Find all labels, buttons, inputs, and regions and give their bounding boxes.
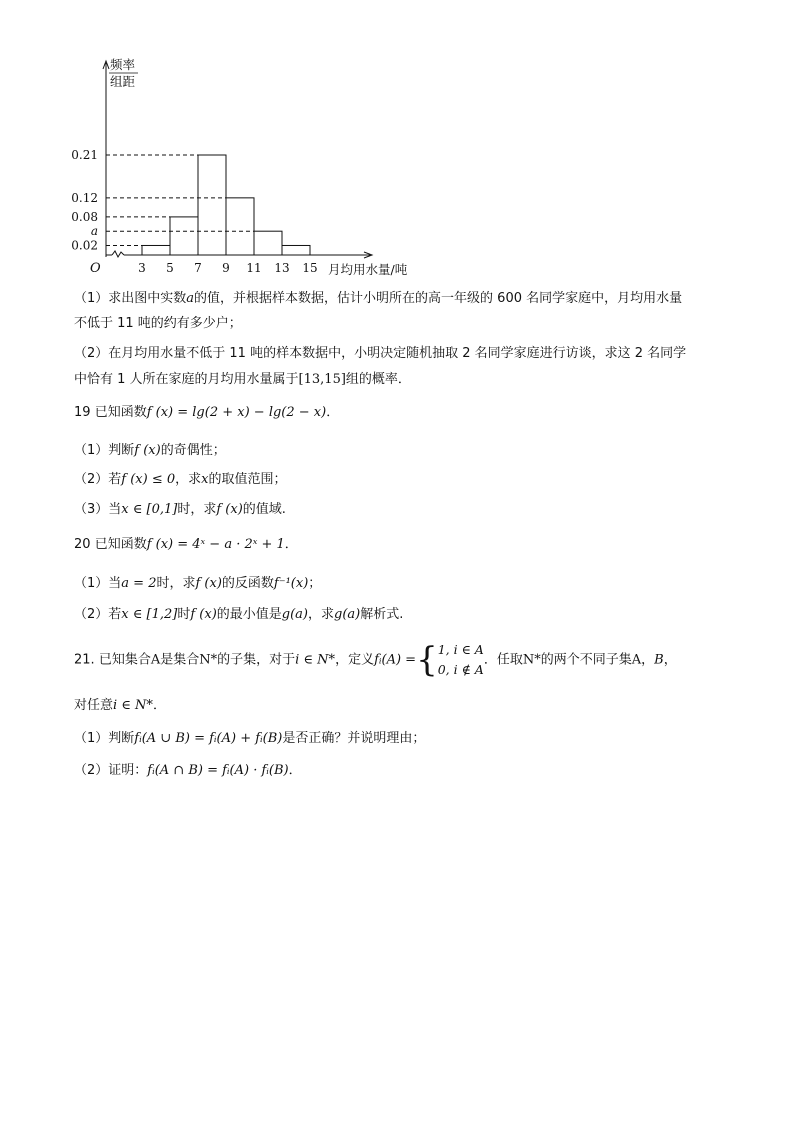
q21-part1: （1）判断fᵢ(A ∪ B) = fᵢ(A) + fᵢ(B)是否正确？并说明理由； — [74, 731, 426, 746]
case-1: 1, i ∈ A — [437, 642, 484, 657]
formula: x ∈ [1,2] — [121, 607, 178, 622]
origin-label: O — [90, 261, 101, 276]
q18-text: （2）在月均用水量不低于 11 吨的样本数据中，小明决定随机抽取 2 名同学家庭进行访谈，求这 2 名同学 — [74, 346, 687, 361]
formula: fᵢ(A ∩ B) = fᵢ(A) · fᵢ(B) — [147, 763, 289, 778]
formula: f (x) — [216, 502, 243, 517]
formula: x ∈ [0,1] — [121, 502, 178, 517]
histogram-bar — [226, 198, 254, 255]
y-tick-label: 0.21 — [71, 148, 98, 162]
formula: fᵢ(A) = — [374, 652, 417, 668]
x-axis-label: 月均用水量/吨 — [328, 262, 408, 277]
chart-bars — [142, 155, 310, 255]
formula: fᵢ(A ∪ B) = fᵢ(A) + fᵢ(B) — [134, 731, 283, 746]
q18-text: （1）求出图中实数 — [74, 291, 187, 306]
chart-dash-lines — [106, 155, 254, 245]
q18-part1-line1 — [74, 289, 682, 309]
q18-part2-line1 — [74, 344, 686, 364]
cases-brace: { — [416, 640, 438, 680]
water-usage-histogram — [70, 55, 430, 285]
question-number: 20 — [74, 537, 91, 552]
histogram-bar — [142, 245, 170, 255]
q19-text: ． — [326, 405, 340, 420]
question-number: 21. — [74, 652, 95, 668]
q21-part2: （2）证明：fᵢ(A ∩ B) = fᵢ(A) · fᵢ(B)． — [74, 763, 302, 778]
q20-part1: （1）当a = 2时，求f (x)的反函数f⁻¹(x)； — [74, 576, 322, 591]
histogram-bar — [170, 217, 198, 255]
q18-text: 中恰有 1 人所在家庭的月均用水量属于 — [74, 372, 299, 387]
y-tick-label: 0.12 — [71, 190, 98, 205]
formula: f⁻¹(x) — [273, 576, 309, 591]
formula: f (x) = lg(2 + x) − lg(2 − x) — [146, 405, 327, 420]
chart-axes — [103, 61, 372, 258]
q19-part2: （2）若f (x) ≤ 0，求x的取值范围； — [74, 472, 287, 487]
q19-stem — [74, 403, 339, 423]
q20-part2: （2）若x ∈ [1,2]时f (x)的最小值是g(a)，求g(a)解析式. — [74, 607, 404, 622]
formula: f (x) = 4ˣ − a · 2ˣ + 1 — [146, 537, 285, 552]
piecewise-cases — [438, 640, 484, 680]
formula: a = 2 — [121, 576, 157, 591]
q20-stem: 20 已知函数f (x) = 4ˣ − a · 2ˣ + 1． — [74, 537, 298, 552]
histogram-bar — [282, 245, 310, 255]
x-tick-label: 13 — [274, 261, 290, 275]
y-tick-label: 0.02 — [71, 238, 98, 253]
set-N: N* — [522, 652, 541, 668]
histogram-bar — [254, 231, 282, 255]
y-axis-label-top: 频率 — [110, 57, 136, 72]
x-axis-break — [112, 251, 124, 257]
x-tick-label: 3 — [138, 261, 146, 275]
formula: f (x) — [134, 443, 161, 458]
formula: x — [201, 472, 209, 487]
set-A: A — [150, 652, 161, 668]
formula: i ∈ N* — [113, 698, 153, 713]
x-tick-label: 15 — [302, 261, 318, 275]
q18-part2-line2 — [74, 370, 411, 390]
interval: [13,15] — [298, 372, 346, 387]
chart-labels — [71, 57, 407, 277]
case-2: 0, i ∉ A — [437, 662, 484, 677]
set-A: A — [631, 652, 642, 668]
x-tick-label: 9 — [222, 261, 230, 275]
y-tick-label: 0.08 — [71, 209, 98, 224]
x-tick-label: 7 — [194, 261, 202, 275]
y-axis-label-bottom: 组距 — [110, 74, 136, 89]
q21-stem: 21. 已知集合A是集合N*的子集，对于i ∈ N*，定义fᵢ(A) ={1, i ∈ A 0, i ∉ A．任取N*的两个不同子集A，B， — [74, 640, 677, 680]
q18-part1-line2 — [74, 314, 242, 334]
set-N: N* — [199, 652, 218, 668]
y-tick-label: a — [90, 224, 98, 239]
formula: g(a) — [281, 607, 308, 622]
var-a: a — [186, 291, 195, 306]
q18-text: 的值，并根据样本数据，估计小明所在的高一年级的 600 名同学家庭中，月均用水量 — [194, 291, 683, 306]
formula: f (x) — [190, 607, 217, 622]
formula: f (x) ≤ 0 — [121, 472, 176, 487]
formula: f (x) — [195, 576, 222, 591]
x-tick-label: 5 — [166, 261, 174, 275]
q21-line2: 对任意i ∈ N*． — [74, 698, 166, 713]
question-number: 19 — [74, 405, 91, 420]
set-B: B — [654, 652, 664, 668]
q19-part1: （1）判断f (x)的奇偶性； — [74, 443, 226, 458]
x-tick-label: 11 — [246, 261, 262, 275]
formula: g(a) — [334, 607, 361, 622]
q19-part3: （3）当x ∈ [0,1]时，求f (x)的值域. — [74, 502, 286, 517]
q19-text: 已知函数 — [94, 405, 147, 420]
q18-text: 不低于 11 吨的约有多少户； — [74, 316, 242, 331]
formula: i ∈ N* — [295, 652, 336, 668]
q18-text: 组的概率． — [345, 372, 411, 387]
histogram-bar — [198, 155, 226, 255]
